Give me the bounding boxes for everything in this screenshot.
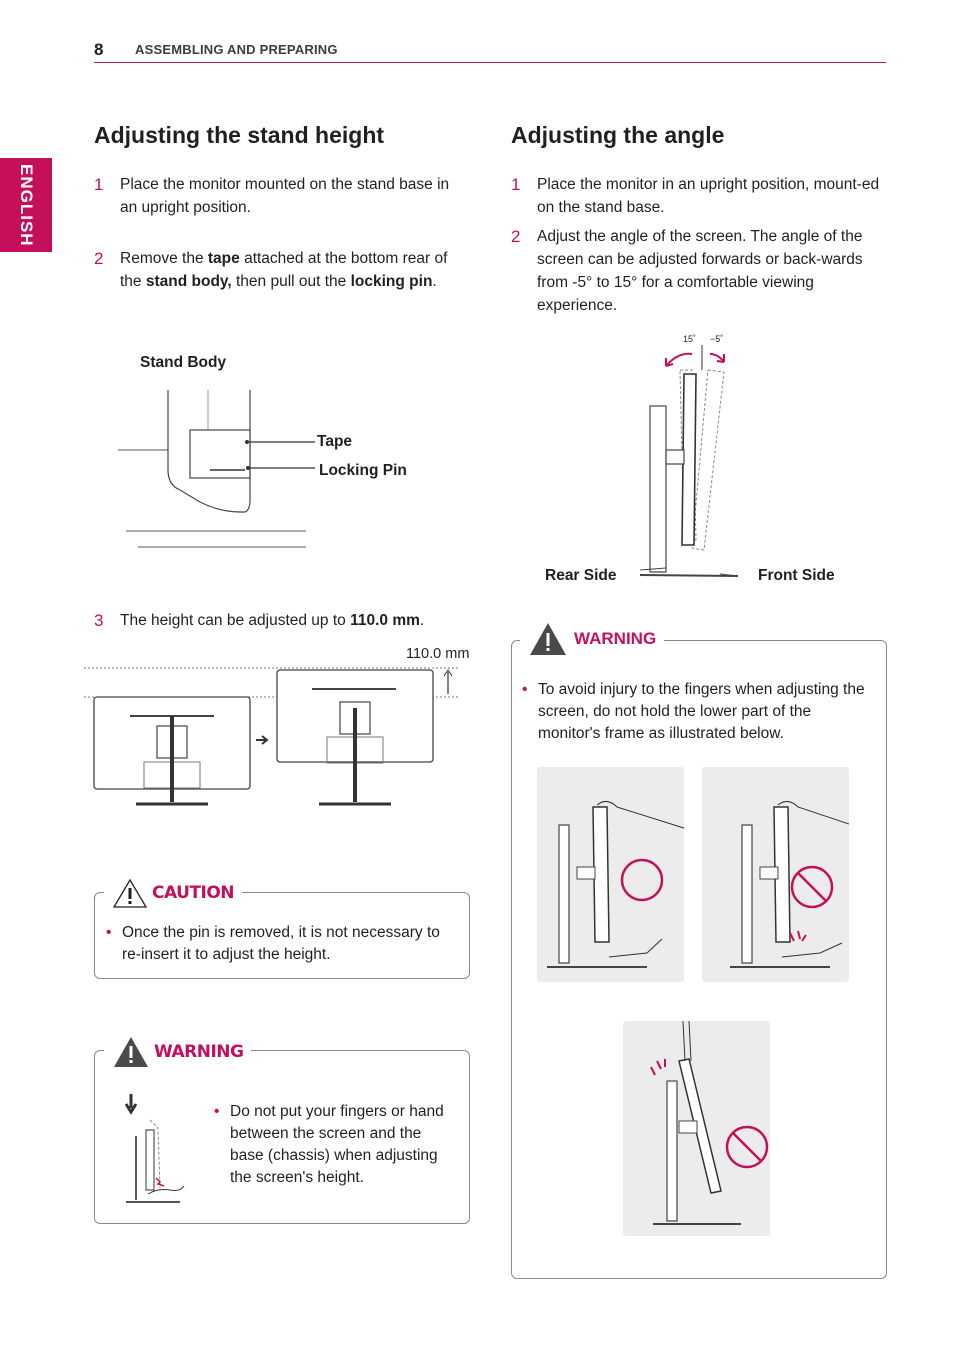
angle-warning-bullet bbox=[522, 679, 872, 745]
step-number: 2 bbox=[94, 249, 104, 268]
label-front-side: Front Side bbox=[758, 567, 835, 584]
step-text: Remove the tape attached at the bottom rear of the stand body, then pull out the locking pin. bbox=[120, 250, 448, 290]
angle-title: Adjusting the angle bbox=[511, 122, 725, 148]
label-stand-body: Stand Body bbox=[140, 354, 227, 371]
language-tab bbox=[0, 158, 52, 252]
step-text: Place the monitor in an upright position, mount-ed on the stand base. bbox=[537, 176, 880, 216]
angle-warning-header bbox=[520, 620, 664, 658]
wrong-grip-illustration-2 bbox=[623, 1021, 770, 1236]
angle-front-label: −5˚ bbox=[710, 334, 724, 344]
caution-title: CAUTION bbox=[152, 883, 235, 903]
page-number: 8 bbox=[94, 40, 104, 59]
caution-header bbox=[104, 876, 242, 910]
step-number: 1 bbox=[94, 175, 104, 194]
caution-bullet bbox=[106, 922, 456, 966]
step-number: 1 bbox=[511, 175, 521, 194]
height-value-label: 110.0 mm bbox=[406, 646, 470, 662]
language-tab-label: ENGLISH bbox=[17, 163, 36, 247]
step-text: Adjust the angle of the screen. The angle of the screen can be adjusted forwards or back-wards from -5° to 15° for a comfortable viewing experience. bbox=[537, 228, 863, 314]
step-number: 3 bbox=[94, 611, 104, 630]
angle-back-label: 15˚ bbox=[683, 334, 697, 344]
label-tape: Tape bbox=[317, 433, 353, 450]
angle-illustration bbox=[620, 340, 750, 585]
pinch-warning-illustration bbox=[118, 1090, 188, 1210]
caution-text: Once the pin is removed, it is not necessary to re-insert it to adjust the height. bbox=[122, 924, 440, 963]
warning-triangle-icon bbox=[112, 1035, 150, 1069]
correct-grip-panel bbox=[537, 767, 684, 982]
bullet-dot: • bbox=[106, 924, 112, 941]
height-warning-bullet bbox=[214, 1101, 454, 1189]
height-adjust-illustration bbox=[84, 664, 464, 814]
correct-grip-illustration bbox=[537, 767, 684, 982]
caution-triangle-icon bbox=[112, 877, 148, 909]
angle-warning-title: WARNING bbox=[574, 629, 657, 648]
height-warning-header bbox=[104, 1034, 251, 1070]
angle-warning-text: To avoid injury to the fingers when adjusting the screen, do not hold the lower part of the monitor's frame as illustrated below. bbox=[538, 681, 865, 742]
label-locking-pin: Locking Pin bbox=[319, 462, 407, 479]
section-title: ASSEMBLING AND PREPARING bbox=[135, 42, 338, 57]
step-text: The height can be adjusted up to 110.0 mm. bbox=[120, 612, 425, 629]
bullet-dot: • bbox=[214, 1103, 220, 1120]
step-text: Place the monitor mounted on the stand base in an upright position. bbox=[120, 176, 450, 216]
bullet-dot: • bbox=[522, 681, 528, 698]
warning-triangle-icon bbox=[528, 621, 568, 657]
wrong-grip-panel-2 bbox=[623, 1021, 770, 1236]
stand-height-title: Adjusting the stand height bbox=[94, 122, 385, 148]
height-warning-title: WARNING bbox=[154, 1042, 244, 1062]
wrong-grip-panel-1 bbox=[702, 767, 849, 982]
wrong-grip-illustration-1 bbox=[702, 767, 849, 982]
label-rear-side: Rear Side bbox=[545, 567, 617, 584]
height-warning-text: Do not put your fingers or hand between the screen and the base (chassis) when adjusting the screen's height. bbox=[230, 1103, 444, 1186]
step-number: 2 bbox=[511, 227, 521, 246]
header-rule bbox=[94, 62, 886, 63]
